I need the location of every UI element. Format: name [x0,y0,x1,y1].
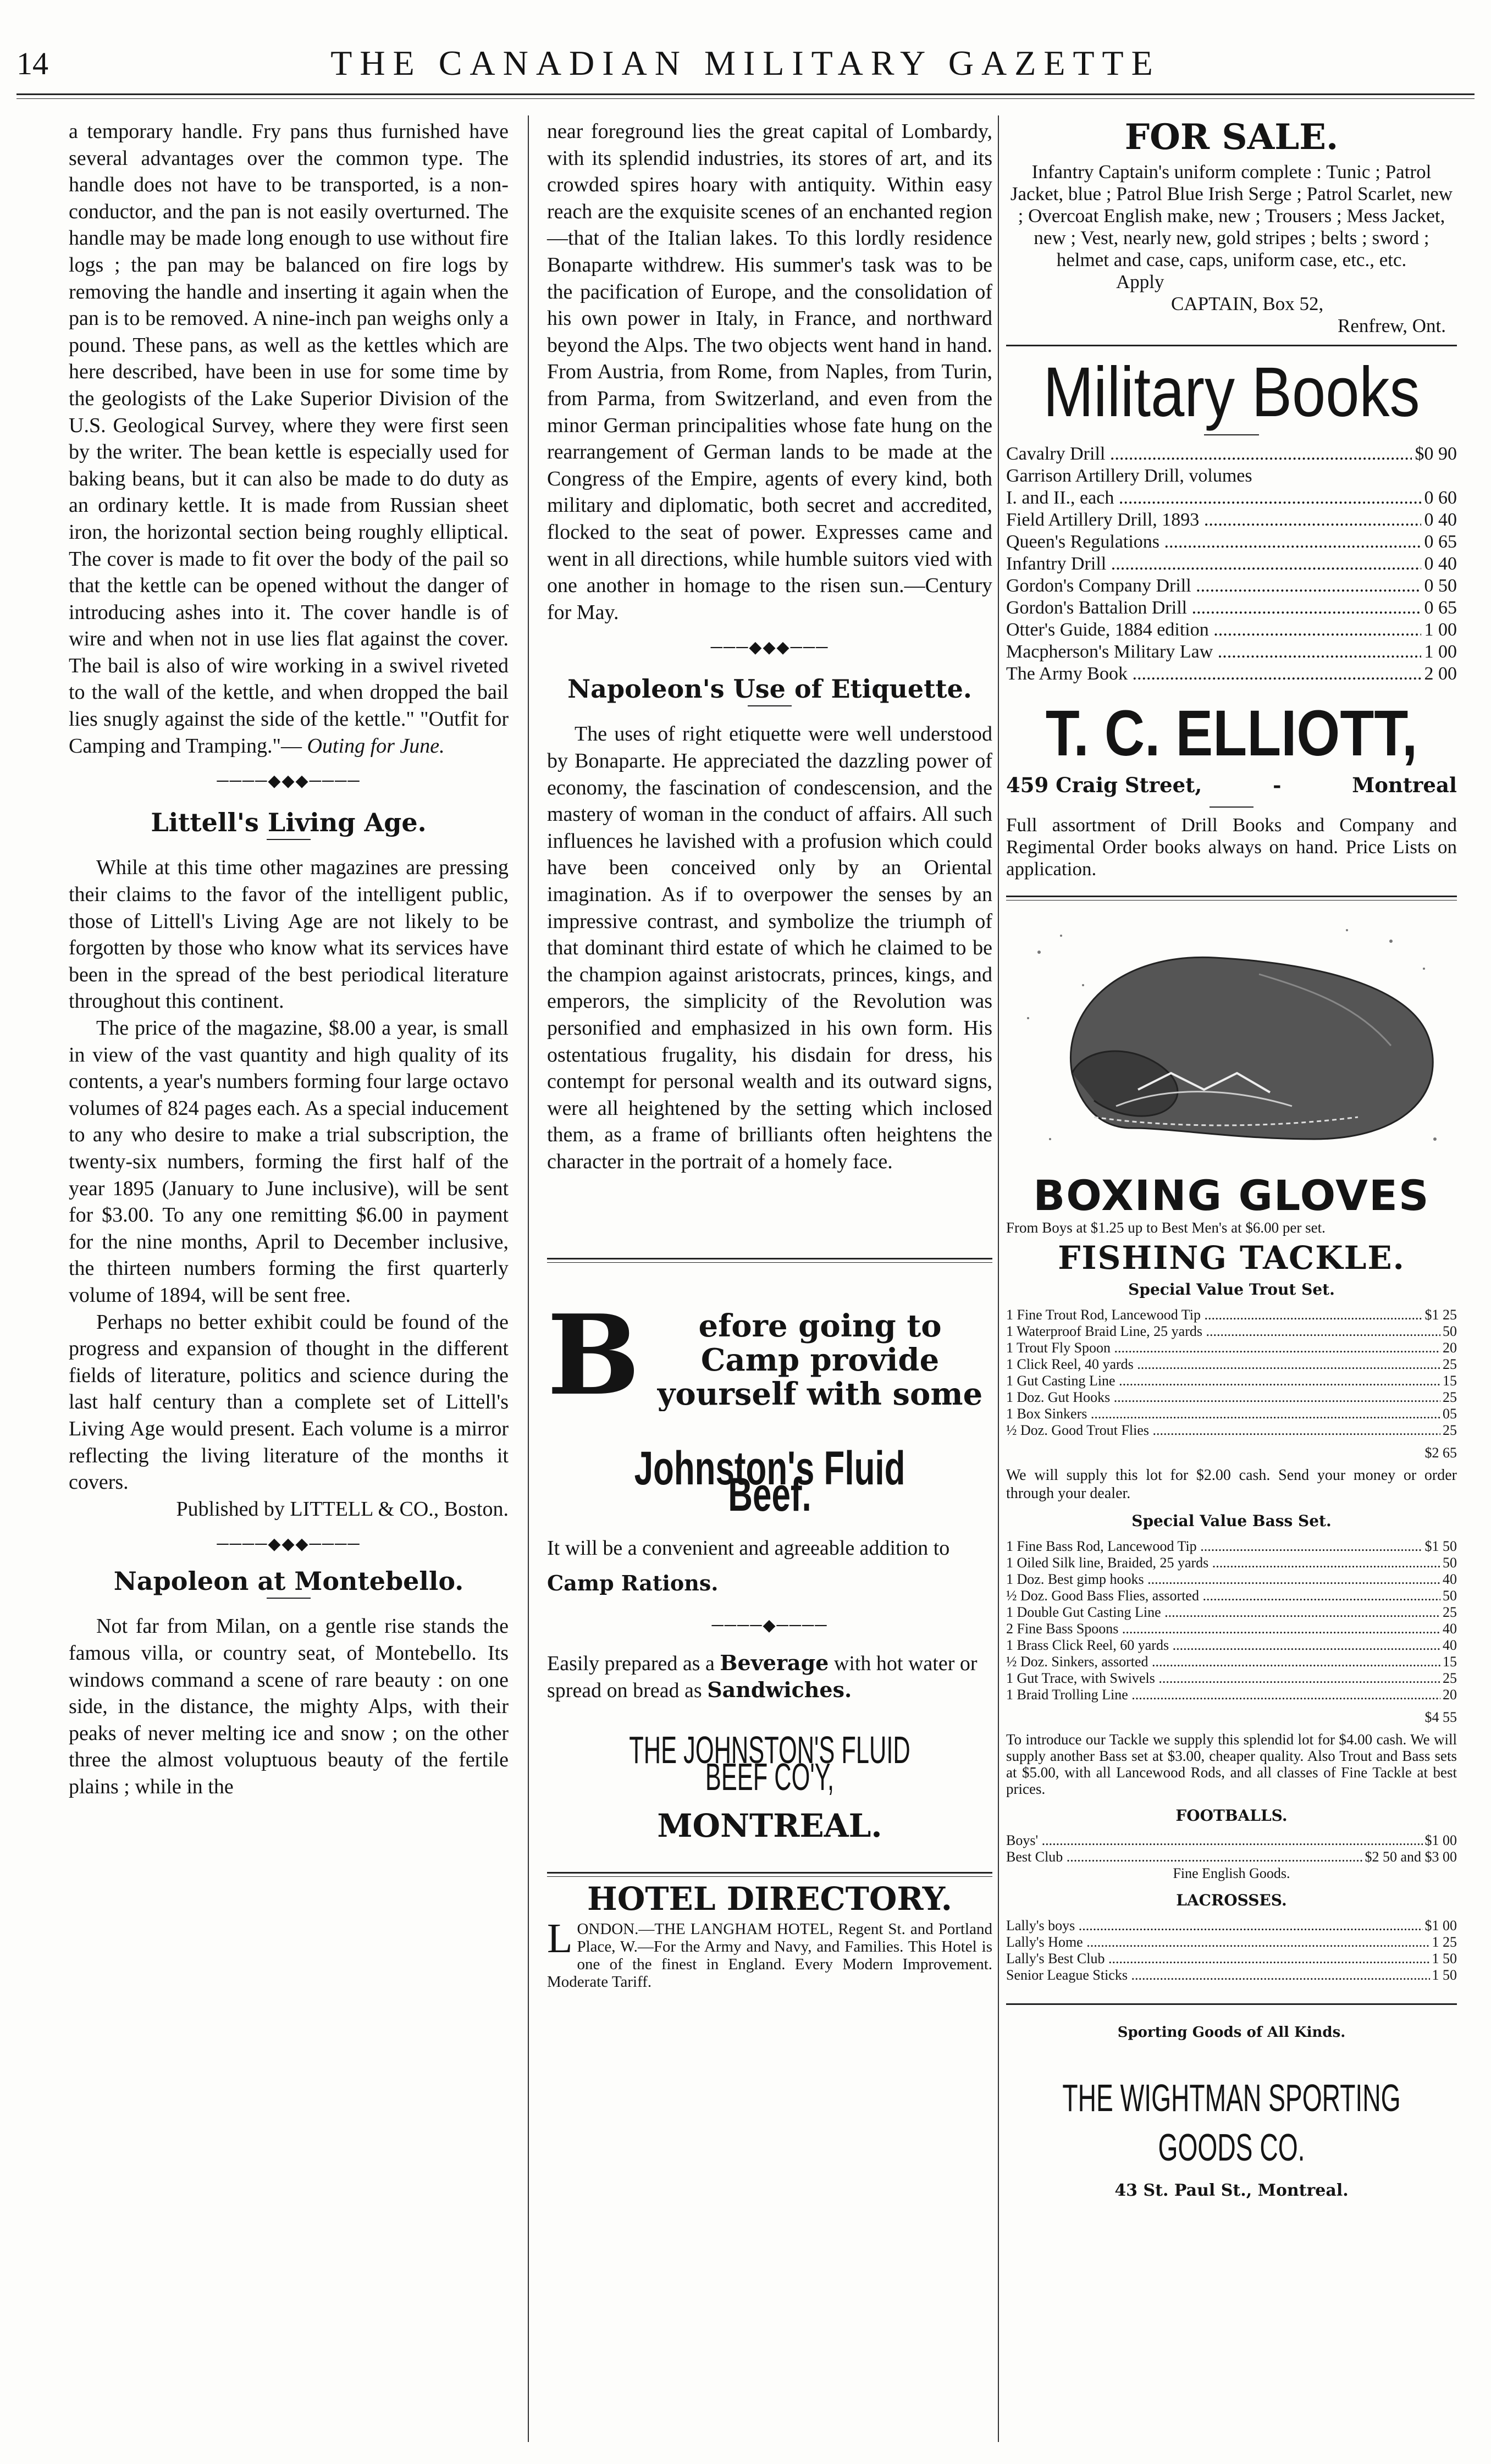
boxing-glove-illustration [1006,908,1457,1172]
bass-list-item-price: 15 [1443,1653,1457,1670]
trout-list-item-label: 1 Waterproof Braid Line, 25 yards ..... [1006,1323,1440,1340]
fishing-heading: FISHING TACKLE. [1058,1239,1405,1277]
trout-list-item-price: 25 [1443,1422,1457,1438]
book-list-item-label: Garrison Artillery Drill, volumes [1006,466,1252,486]
trout-list-item [1006,1307,1457,1323]
trout-list-item-label: ½ Doz. Good Trout Flies ..... [1006,1422,1440,1439]
trout-list-item-label: 1 Box Sinkers ..... [1006,1406,1440,1422]
lacrosse-list-item-label: Senior League Sticks ..... [1006,1967,1430,1984]
ad-text: It will be a convenient and agreeable addition to Camp Rations. [547,1536,950,1595]
article-heading: Napoleon at Montebello. [113,1566,464,1596]
trout-list-item [1006,1422,1457,1439]
newspaper-title: THE CANADIAN MILITARY GAZETTE [330,43,1161,82]
book-list-item-label: Macpherson's Military Law ..... [1006,641,1421,663]
bass-list-item-label: 1 Double Gut Casting Line ..... [1006,1604,1440,1621]
trout-list-item-label: 1 Gut Casting Line ..... [1006,1373,1440,1389]
bass-list-item [1006,1604,1457,1621]
heading-rule [267,839,311,840]
book-list-item-label: Gordon's Company Drill ..... [1006,575,1421,597]
fluid-beef-ad [547,1270,992,1844]
bass-list-item-label: 2 Fine Bass Spoons ..... [1006,1621,1440,1637]
drop-cap: B [547,1308,640,1411]
bass-list-item-label: ½ Doz. Good Bass Flies, assorted ..... [1006,1588,1440,1604]
lacrosse-list-item [1006,1967,1457,1984]
ad-product: Johnston's Fluid Beef. [634,1441,905,1522]
bass-list-item-price: 25 [1443,1670,1457,1686]
trout-list-item [1006,1323,1457,1340]
ad-border [1006,2003,1457,2005]
column-divider [528,115,529,2442]
football-list-item-label: Best Club ..... [1006,1849,1362,1865]
trout-list-item [1006,1373,1457,1389]
bass-list-item-label: 1 Gut Trace, with Swivels ..... [1006,1670,1440,1687]
boxing-text: From Boys at $1.25 up to Best Men's at $6.00 per set. [1006,1219,1326,1236]
footballs-heading: FOOTBALLS. [1175,1806,1288,1825]
book-list-item [1006,663,1457,685]
elliott-name: T. C. ELLIOTT, [1045,697,1418,770]
book-list-item-label: Otter's Guide, 1884 edition ..... [1006,619,1421,641]
trout-list-item-label: 1 Fine Trout Rod, Lancewood Tip ..... [1006,1307,1423,1323]
article-text: The price of the magazine, $8.00 a year, is small in view of the vast quantity and high quality of its contents, a year's numbers forming four large octavo volumes of 824 pages each. As a special inducement to any who desire to make a trial subscription, the twenty-six numbers, forming the first half of the year 1895 (January to June inclusive), will be sent for $3.00. To any one remitting $6.00 in payment for the nine months, April to December inclusive, the thirteen numbers forming the first quarterly volume of 1894, will be sent free. [69,1016,509,1307]
bass-note: To introduce our Tackle we supply this splendid lot for $4.00 cash. We will supply another Bass set at $3.00, cheaper quality. Also Trout and Bass sets at $5.00, with all Lancewood Rods, and all classes of Fine Tackle at best prices. [1006,1731,1457,1797]
book-list-item-price: 0 65 [1424,598,1457,618]
column-2 [547,118,992,1991]
article-text: near foreground lies the great capital of Lombardy, with its splendid industries, its stores of art, and its crowded spires hoary with antiquity. Within easy reach are the exquisite scenes of an enchanted region—that of the Italian lakes. To this lordly residence Bonaparte withdrew. His summer's task was to be the pacification of Europe, and the consolidation of his own power in Italy, in France, and northward beyond the Alps. The two objects went hand in hand. From Austria, from Rome, from Naples, from Turin, from Parma, from Switzerland, and even from the minor German principalities whose fate hung on the rearrangement of German lands to be made at the Congress of the Empire, agents of every kind, both military and diplomatic, both secret and accredited, flocked to the seat of power. Expresses came and went in all directions, while humble suitors vied with one another in homage to the risen sun.—Century for May. [547,120,992,624]
book-list-item-price: 0 50 [1424,576,1457,596]
bass-list-item-price: 40 [1443,1637,1457,1653]
book-list-item-label: Queen's Regulations ..... [1006,531,1421,553]
bass-list-item [1006,1670,1457,1687]
boxing-heading: BOXING GLOVES [1033,1170,1430,1220]
wightman-address: 43 St. Paul St., Montreal. [1114,2181,1349,2201]
lacrosse-list-item-label: Lally's Best Club ..... [1006,1951,1430,1967]
ornament-divider: ────◆◆◆──── [217,772,361,791]
article-text: While at this time other magazines are pressing their claims to the favor of the intelligent public, those of Littell's Living Age are not likely to be forgotten by those who know what its services have been in the spread of the best periodical literature throughout this continent. [69,856,509,1013]
trout-list-item-price: $1 25 [1424,1306,1457,1323]
book-list-item [1006,465,1457,487]
ad-border [1006,345,1457,346]
football-list-item [1006,1849,1457,1865]
lacrosse-list-item-price: 1 50 [1432,1966,1457,1983]
for-sale-apply: Apply [1116,271,1164,292]
trout-list-item [1006,1340,1457,1356]
article-text: Perhaps no better exhibit could be found of the progress and expansion of thought in the different fields of literature, politics and science during the last half century than a complete set of Littell's Living Age would present. Each volume is a mirror reflecting the living literature of the months it covers. [69,1310,509,1494]
book-list-item [1006,597,1457,619]
football-list-item-price: $2 50 and $3 00 [1365,1849,1457,1865]
trout-list-item [1006,1406,1457,1422]
article-text: Not far from Milan, on a gentle rise stands the famous villa, or country seat, of Montebello. Its windows command a scene of rare beauty : on one side, in the distance, the mighty Alps, with their peaks of never melting ice and snow ; on the other three the almost voluptuous beauty of the fertile plains ; while in the [69,1615,509,1799]
header-rule [16,93,1475,99]
column-3 [1006,118,1457,2208]
for-sale-name: CAPTAIN, Box 52, [1171,293,1324,314]
column-1 [69,118,509,1800]
for-sale-heading: FOR SALE. [1124,117,1339,158]
ornament-divider: ────◆──── [711,1616,828,1634]
trout-heading: Special Value Trout Set. [1128,1280,1335,1299]
ad-headline: efore going to Camp provide yourself with some [657,1308,983,1411]
bass-list-item-price: 20 [1443,1686,1457,1703]
bass-list-item-label: 1 Oiled Silk line, Braided, 25 yards ..... [1006,1555,1440,1571]
trout-total: $2 65 [1424,1444,1457,1461]
lacrosse-list-item-price: 1 25 [1432,1933,1457,1950]
bass-list-item-label: 1 Doz. Best gimp hooks ..... [1006,1571,1440,1588]
book-list-item [1006,443,1457,465]
page-number: 14 [16,46,48,81]
ad-city: MONTREAL. [657,1806,882,1844]
trout-list-item [1006,1389,1457,1406]
bass-list-item-price: 25 [1443,1604,1457,1620]
book-list-item-price: 0 40 [1424,554,1457,574]
bass-total: $4 55 [1424,1709,1457,1725]
bass-list-item [1006,1571,1457,1588]
footballs-note: Fine English Goods. [1173,1865,1290,1882]
book-list-item [1006,619,1457,641]
heading-rule [267,1598,311,1599]
lacrosses-heading: LACROSSES. [1176,1891,1287,1910]
ornament-divider: ───◆◆◆─── [710,638,829,657]
lacrosse-list-item-price: 1 50 [1432,1950,1457,1966]
sporting-goods-line: Sporting Goods of All Kinds. [1117,2024,1346,2041]
trout-list-item-label: 1 Doz. Gut Hooks ..... [1006,1389,1440,1406]
lacrosse-list-item [1006,1918,1457,1934]
ad-border [1006,896,1457,900]
wightman-name: THE WIGHTMAN SPORTING GOODS CO. [1062,2076,1401,2169]
book-list-item [1006,487,1457,509]
bass-list-item [1006,1555,1457,1571]
bass-list-item [1006,1621,1457,1637]
bass-list-item [1006,1637,1457,1654]
heading-rule [1204,434,1259,435]
book-list-item-price: 0 40 [1424,510,1457,530]
elliott-text: Full assortment of Drill Books and Company and Regimental Order books always on hand. Price Lists on application. [1006,814,1457,880]
trout-list-item-price: 25 [1443,1389,1457,1405]
book-list-item-label: Cavalry Drill ..... [1006,443,1412,465]
trout-list-item-label: 1 Click Reel, 40 yards ..... [1006,1356,1440,1373]
book-list-item-price: $0 90 [1415,444,1457,464]
for-sale-city: Renfrew, Ont. [1338,315,1446,336]
book-list-item-price [1454,465,1457,487]
bass-list-item-label: 1 Brass Click Reel, 60 yards ..... [1006,1637,1440,1654]
book-list-item-price: 0 60 [1424,488,1457,508]
ad-border [547,1872,992,1877]
article-heading: Napoleon's Use of Etiquette. [567,673,972,704]
ad-text: Easily prepared as a Beverage with hot water or spread on bread as Sandwiches. [547,1650,978,1703]
bass-list-item [1006,1538,1457,1555]
lacrosse-list-item [1006,1934,1457,1951]
bass-list [1006,1538,1457,1703]
bass-list-item-label: 1 Braid Trolling Line ..... [1006,1687,1440,1703]
book-list-item [1006,553,1457,575]
book-list-item-price: 1 00 [1424,642,1457,662]
ad-company: THE JOHNSTON'S FLUID BEEF CO'Y, [629,1728,910,1798]
column-divider [998,115,999,2442]
trout-note: We will supply this lot for $2.00 cash. Send your money or order through your dealer. [1006,1467,1457,1502]
lacrosse-list-item-label: Lally's boys ..... [1006,1918,1423,1934]
bass-list-item-price: 40 [1443,1620,1457,1637]
book-list-item [1006,641,1457,663]
book-list-item-label: Gordon's Battalion Drill ..... [1006,597,1421,619]
book-list-item [1006,575,1457,597]
football-list-item [1006,1832,1457,1849]
hotel-text: LONDON.—THE LANGHAM HOTEL, Regent St. and Portland Place, W.—For the Army and Navy, and Families. This Hotel is one of the finest in England. Every Modern Improvement. Moderate Tariff. [547,1920,992,1991]
bass-list-item [1006,1654,1457,1670]
lacrosse-list [1006,1918,1457,1984]
book-list-item-label: Field Artillery Drill, 1893 ..... [1006,509,1421,531]
book-list-item-price: 1 00 [1424,620,1457,640]
books-heading: Military Books [1043,353,1420,432]
books-list [1006,443,1457,685]
heading-rule [1210,806,1253,808]
book-list-item-label: The Army Book ..... [1006,663,1421,685]
elliott-address: 459 Craig Street, - Montreal [1006,773,1457,797]
hotel-heading: HOTEL DIRECTORY. [587,1880,952,1918]
book-list-item [1006,509,1457,531]
book-list-item-label: Infantry Drill ..... [1006,553,1421,575]
bass-list-item-price: 50 [1443,1554,1457,1571]
heading-rule [748,705,792,706]
article-heading: Littell's Living Age. [151,807,427,837]
lacrosse-list-item [1006,1951,1457,1967]
book-list-item [1006,531,1457,553]
lacrosse-list-item-price: $1 00 [1424,1917,1457,1933]
article-text: a temporary handle. Fry pans thus furnished have several advantages over the common type. The handle does not have to be transported, is a non-conductor, and the pan is not easily overturned. The handle may be made long enough to use without fire logs ; the pan may be balanced on fire logs by removing the handle and inserting it again when the pan is to be removed. A nine-inch pan weighs only a pound. These pans, as well as the kettles which are here described, have been in use for some time by the geologists of the Lake Superior Division of the U.S. Geological Survey, where they were first seen by the writer. The bean kettle is especially used for baking beans, but it can also be made to do duty as an ordinary kettle. It is made from Russian sheet iron, the horizontal section being roughly elliptical. The cover is made to fit over the body of the pail so that the kettle can be opened without the danger of introducing ashes into it. The cover handle is of wire and when not in use lies flat against the cover. The bail is also of wire working in a swivel riveted to the wall of the kettle, and when dropped the bail lies snugly against the side of the kettle." "Outfit for Camping and Tramping."— Outing for June. [69,120,509,758]
football-list-item-price: $1 00 [1424,1832,1457,1849]
trout-list-item [1006,1356,1457,1373]
article-text: The uses of right etiquette were well understood by Bonaparte. He appreciated the dazzling power of economy, the fascination of condescension, and the mastery of woman in the conduct of affairs. All such influences he lavished with a profusion which could have been conceived only by an Oriental imagination. As if to overpower the senses by an impressive contrast, and symbolize the triumph of that dominant third estate of which he claimed to be the champion against aristocrats, princes, kings, and emperors, the simplicity of the Revolution was personified and emphasized in his own form. His ostentatious frugality, his disdain for dress, his contempt for personal wealth and its outward signs, were all heightened by the setting which inclosed them, as a frame of brilliants often heightens the character in the portrait of a homely face. [547,722,992,1173]
trout-list-item-price: 05 [1443,1405,1457,1422]
ornament-divider: ────◆◆◆──── [217,1535,361,1554]
bass-list-item [1006,1687,1457,1703]
trout-list [1006,1307,1457,1439]
bass-list-item [1006,1588,1457,1604]
trout-list-item-price: 25 [1443,1356,1457,1372]
ad-border [547,1258,992,1263]
drop-cap: L [547,1920,573,1962]
bass-list-item-price: 50 [1443,1587,1457,1604]
football-list-item-label: Boys' ..... [1006,1832,1423,1849]
bass-heading: Special Value Bass Set. [1131,1512,1332,1531]
trout-list-item-price: 20 [1443,1339,1457,1356]
trout-list-item-price: 15 [1443,1372,1457,1389]
book-list-item-label: I. and II., each ..... [1006,487,1421,509]
publisher-line: Published by LITTELL & CO., Boston. [176,1497,509,1521]
bass-list-item-price: $1 50 [1424,1538,1457,1554]
lacrosse-list-item-label: Lally's Home ..... [1006,1934,1430,1951]
bass-list-item-label: ½ Doz. Sinkers, assorted ..... [1006,1654,1440,1670]
for-sale-text: Infantry Captain's uniform complete : Tunic ; Patrol Jacket, blue ; Patrol Blue Irish Serge ; Patrol Scarlet, new ; Overcoat English make, new ; Trousers ; Mess Jacket, new ; Vest, nearly new, gold stripes ; belts ; sword ; helmet and case, caps, uniform case, etc., etc. [1010,161,1453,270]
article-source: Outing for June. [307,734,445,758]
book-list-item-price: 2 00 [1424,664,1457,684]
football-list [1006,1832,1457,1865]
book-list-item-price: 0 65 [1424,532,1457,552]
bass-list-item-price: 40 [1443,1571,1457,1587]
trout-list-item-label: 1 Trout Fly Spoon ..... [1006,1340,1440,1356]
trout-list-item-price: 50 [1443,1323,1457,1339]
bass-list-item-label: 1 Fine Bass Rod, Lancewood Tip ..... [1006,1538,1423,1555]
